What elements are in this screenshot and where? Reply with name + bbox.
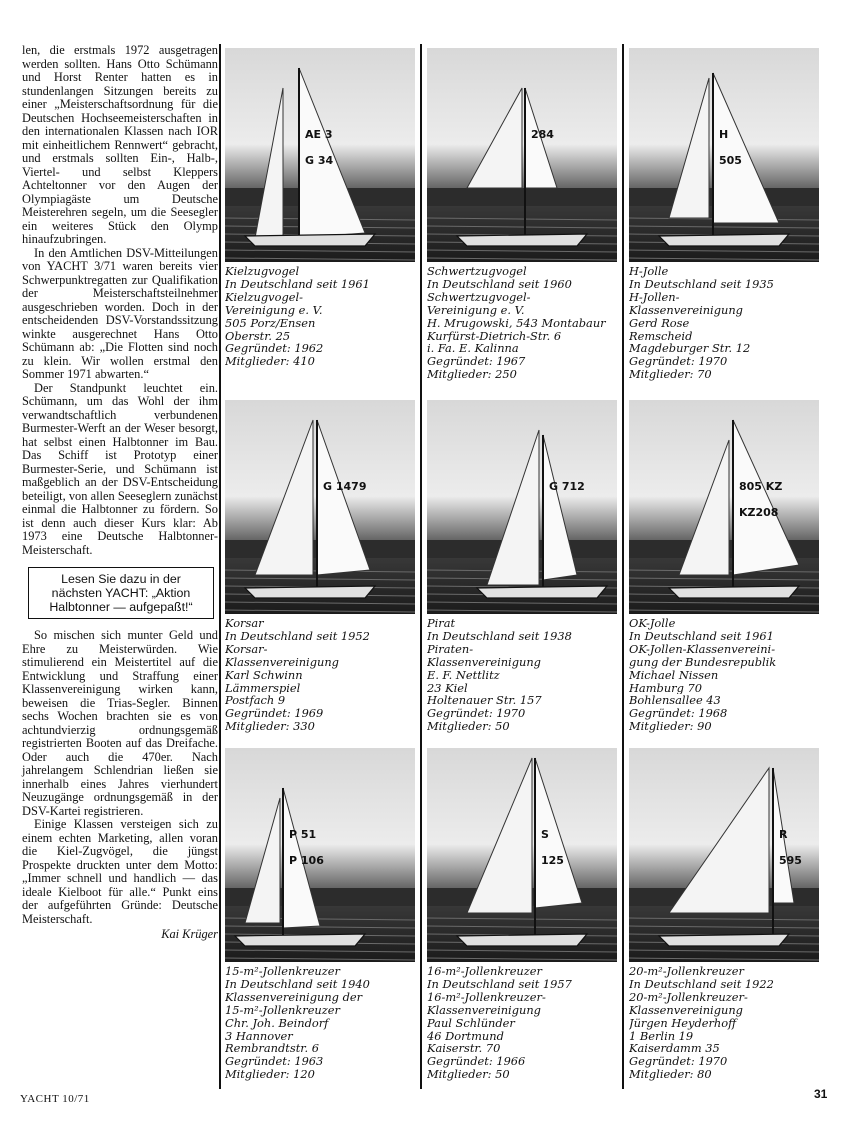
boat-class-name: OK-Jolle	[629, 617, 676, 630]
boat-photo	[427, 748, 617, 962]
main-sail	[713, 73, 779, 223]
boat-caption	[225, 965, 415, 1081]
caption-line: Klassenvereinigung	[427, 1003, 541, 1017]
hull	[659, 234, 789, 246]
sail-number: R	[779, 828, 788, 841]
column-divider	[420, 44, 422, 1089]
caption-line: Klassenvereinigung	[629, 1003, 743, 1017]
column-divider	[622, 44, 624, 1089]
sail-number: 125	[541, 854, 564, 867]
jib-sail	[669, 768, 769, 913]
caption-line: Vereinigung e. V.	[427, 303, 525, 317]
water-ripple	[629, 958, 819, 960]
sailboat-illustration	[427, 748, 617, 962]
caption-line: In Deutschland seit 1952	[225, 629, 370, 643]
caption-line: In Deutschland seit 1935	[629, 277, 774, 291]
caption-line: Kaiserdamm 35	[629, 1042, 720, 1056]
article-column	[22, 44, 218, 942]
water-ripple	[629, 250, 819, 252]
sail-number: 595	[779, 854, 802, 867]
sail-number: S	[541, 828, 549, 841]
sailboat-illustration	[427, 48, 617, 262]
sail-number: 805 KZ	[739, 480, 783, 493]
water-ripple	[629, 602, 819, 604]
caption-line: In Deutschland seit 1961	[629, 629, 774, 643]
caption-line: Mitglieder: 250	[427, 368, 517, 382]
caption-line: Mitglieder: 330	[225, 720, 315, 734]
hull	[235, 934, 365, 946]
caption-line: In Deutschland seit 1961	[225, 277, 370, 291]
water-ripple	[427, 226, 617, 228]
boat-caption	[225, 265, 415, 368]
caption-line: Vereinigung e. V.	[225, 303, 323, 317]
caption-line: Kaiserstr. 70	[427, 1042, 501, 1056]
boat-photo	[225, 48, 415, 262]
main-sail	[733, 420, 799, 575]
boat-card	[629, 748, 819, 1081]
boat-caption	[629, 617, 819, 733]
boat-card	[225, 748, 415, 1081]
boat-caption	[427, 965, 617, 1081]
water-ripple	[225, 610, 415, 612]
water-ripple	[629, 918, 819, 920]
jib-sail	[669, 78, 709, 218]
caption-line: Holtenauer Str. 157	[427, 694, 542, 708]
next-issue-line: Halbtonner — aufgepaßt!“	[49, 600, 193, 614]
caption-line: In Deutschland seit 1938	[427, 629, 572, 643]
hull	[457, 934, 587, 946]
caption-line: In Deutschland seit 1960	[427, 277, 572, 291]
article-paragraph: So mischen sich munter Geld und Ehre zu Meisterwürden. Wie stimulierend ein Meistertitel auf die Entwicklung und Straffung einer Klassenvereinigung wirken kann, beweisen die Trias-Segler. Binnen sechs Wochen brachten sie es von achtundvierzig ordnungsgemäß registrierten Booten auf das Dreifache. Oder auch die 470er. Nach jahrelangem Schlendrian ließen sie innerhalb eines Jahres vierhundert Neuzugänge ordnungsgemäß in der DSV-Kartei registrieren.	[22, 628, 218, 818]
sailboat-illustration	[225, 748, 415, 962]
water-ripple	[629, 926, 819, 928]
hull	[245, 586, 375, 598]
caption-line: Gegründet: 1970	[629, 1055, 728, 1069]
caption-line: Magdeburger Str. 12	[629, 342, 751, 356]
magazine-issue: YACHT 10/71	[20, 1093, 90, 1105]
boat-card	[629, 48, 819, 381]
water-ripple	[225, 602, 415, 604]
shoreline	[427, 188, 617, 206]
caption-line: In Deutschland seit 1957	[427, 977, 572, 991]
main-sail	[317, 420, 370, 575]
sail-number: G 34	[305, 154, 334, 167]
water-ripple	[629, 610, 819, 612]
water-ripple	[225, 578, 415, 580]
caption-line: Postfach 9	[225, 694, 286, 708]
caption-line: 46 Dortmund	[427, 1029, 504, 1043]
sail-number: KZ208	[739, 506, 779, 519]
water-ripple	[427, 958, 617, 960]
caption-line: Klassenvereinigung	[225, 655, 339, 669]
caption-line: Gegründet: 1968	[629, 707, 728, 721]
caption-line: 16-m²-Jollenkreuzer-	[427, 990, 546, 1004]
jib-sail	[245, 798, 280, 923]
boat-class-name: Korsar	[225, 617, 264, 630]
water-ripple	[427, 250, 617, 252]
caption-line: Klassenvereinigung der	[225, 990, 363, 1004]
boat-card	[427, 48, 617, 381]
water-ripple	[225, 250, 415, 252]
sail-number: P 106	[289, 854, 324, 867]
article-paragraph: In den Amtlichen DSV-Mitteilungen von YACHT 3/71 waren bereits vier Schwerpunktregatten zur Qualifikation der Meisterschaftsteilnehmer ausgeschrieben worden. Doch in der entscheidenden DSV-Vorstandssitzung winkte ausgerechnet Hans Otto Schümann ab: „Die Flotten sind noch zu klein. Wir wollen erstmal den Sommer 1971 abwarten.“	[22, 245, 218, 381]
boat-photo	[225, 748, 415, 962]
boat-caption	[225, 617, 415, 733]
sailboat-illustration	[629, 48, 819, 262]
caption-line: gung der Bundesrepublik	[629, 655, 777, 669]
caption-line: Gegründet: 1969	[225, 707, 324, 721]
boat-class-name: H-Jolle	[629, 265, 669, 278]
sailboat-illustration	[629, 400, 819, 614]
caption-line: Bohlensallee 43	[629, 694, 721, 708]
jib-sail	[487, 430, 539, 585]
caption-line: Remscheid	[629, 329, 693, 343]
sail-number: G 712	[549, 480, 585, 493]
caption-line: Gegründet: 1966	[427, 1055, 526, 1069]
hull	[659, 934, 789, 946]
boat-photo	[629, 748, 819, 962]
boat-card	[225, 400, 415, 733]
caption-line: Mitglieder: 50	[427, 1068, 510, 1082]
sail-number: AE 3	[305, 128, 333, 141]
next-issue-line: Lesen Sie dazu in der nächsten YACHT: „Aktion	[51, 572, 191, 600]
next-issue-box	[28, 567, 214, 619]
jib-sail	[255, 88, 283, 238]
boat-card	[629, 400, 819, 733]
caption-line: Klassenvereinigung	[629, 303, 743, 317]
caption-line: Gegründet: 1970	[629, 355, 728, 369]
caption-line: E. F. Nettlitz	[427, 668, 500, 682]
article-paragraph: Einige Klassen versteigen sich zu einem echten Marketing, allen voran die Kiel-Zugvögel, die jüngst Prospekte druckten unter dem Motto: „Immer schnell und handlich — das ideale Kielboot für alle.“ Punkt eins der aufgeführten Gründe: Deutsche Meisterschaft.	[22, 817, 218, 926]
caption-line: Gegründet: 1967	[427, 355, 526, 369]
sail-number: G 1479	[323, 480, 367, 493]
caption-line: In Deutschland seit 1940	[225, 977, 370, 991]
caption-line: Mitglieder: 70	[629, 368, 712, 382]
caption-line: 1 Berlin 19	[629, 1029, 694, 1043]
caption-line: Mitglieder: 50	[427, 720, 510, 734]
boat-photo	[629, 400, 819, 614]
caption-line: Mitglieder: 80	[629, 1068, 712, 1082]
caption-line: 15-m²-Jollenkreuzer	[225, 1003, 340, 1017]
caption-line: Mitglieder: 120	[225, 1068, 315, 1082]
caption-line: Gegründet: 1963	[225, 1055, 324, 1069]
hull	[669, 586, 799, 598]
boat-card	[225, 48, 415, 368]
sail-number: P 51	[289, 828, 317, 841]
caption-line: Schwertzugvogel-	[427, 290, 531, 304]
caption-line: 23 Kiel	[427, 681, 468, 695]
water-ripple	[629, 226, 819, 228]
water-ripple	[225, 958, 415, 960]
caption-line: Michael Nissen	[629, 668, 719, 682]
water-ripple	[427, 602, 617, 604]
boat-caption	[427, 265, 617, 381]
main-sail	[543, 435, 577, 580]
article-paragraph: len, die erstmals 1972 ausgetragen werden sollten. Hans Otto Schümann und Horst Renter hatten es in stundenlangen Sitzungen bereits zu einer „Meisterschaftsordnung für die Deutschen Hochseemeisterschaften in den internationalen Klassen nach IOR mit einheitlichem Rennwert“ gebracht, und erstmals sollten Ein-, Halb-, Viertel- und selbst Kleppers Achteltonner vor den Augen der Olympiagäste um Deutsche Meisterehren segeln, um die Seesegler ein weiteres Stück den Olymp hinaufzubringen.	[22, 43, 218, 246]
caption-line: Kielzugvogel-	[225, 290, 303, 304]
boat-card	[427, 748, 617, 1081]
sailboat-illustration	[629, 748, 819, 962]
caption-line: Korsar-	[225, 642, 268, 656]
caption-line: Paul Schlünder	[427, 1016, 515, 1030]
boat-caption	[427, 617, 617, 733]
boat-photo	[427, 48, 617, 262]
caption-line: Lämmerspiel	[225, 681, 301, 695]
caption-line: Chr. Joh. Beindorf	[225, 1016, 329, 1030]
main-sail	[299, 68, 365, 238]
boat-photo	[427, 400, 617, 614]
water-ripple	[427, 218, 617, 220]
caption-line: H-Jollen-	[629, 290, 680, 304]
author-name: Kai Krüger	[161, 927, 218, 941]
water-ripple	[629, 950, 819, 952]
caption-line: Jürgen Heyderhoff	[629, 1016, 737, 1030]
caption-line: Hamburg 70	[629, 681, 703, 695]
boat-class-name: 15-m²-Jollenkreuzer	[225, 965, 340, 978]
jib-sail	[467, 758, 532, 913]
water-ripple	[629, 578, 819, 580]
boat-caption	[629, 965, 819, 1081]
sailboat-illustration	[225, 400, 415, 614]
water-ripple	[427, 258, 617, 260]
article-paragraph: Der Standpunkt leuchtet ein. Schümann, um das Wohl der ihm verwandtschaftlich verbundenen Burmester-Werft an der Weser besorgt, hat selbst einen Halbtonner im Bau. Das Schiff ist Prototyp einer Burmester-Serie, und Schümann ist maßgeblich an der DSV-Entscheidung beteiligt, von allen Seeseglern zunächst einmal die Halbtonner zu fördern. So ist denn auch dieser Kurs klar: Ab 1973 eine Deutsche Halbtonner-Meisterschaft.	[22, 380, 218, 557]
sailboat-illustration	[427, 400, 617, 614]
caption-line: Mitglieder: 90	[629, 720, 712, 734]
caption-line: OK-Jollen-Klassenvereini-	[629, 642, 776, 656]
water-ripple	[225, 258, 415, 260]
boat-photo	[225, 400, 415, 614]
boat-class-name: Pirat	[427, 617, 456, 630]
page-number: 31	[814, 1087, 828, 1101]
water-ripple	[225, 950, 415, 952]
hull	[477, 586, 607, 598]
caption-line: 20-m²-Jollenkreuzer-	[629, 990, 748, 1004]
jib-sail	[255, 420, 313, 575]
sail-number: H	[719, 128, 729, 141]
boat-caption	[629, 265, 819, 381]
water-ripple	[427, 950, 617, 952]
caption-line: 505 Porz/Ensen	[225, 316, 316, 330]
jib-sail	[679, 440, 729, 575]
caption-line: Kurfürst-Dietrich-Str. 6	[427, 329, 562, 343]
boat-photo	[629, 48, 819, 262]
caption-line: H. Mrugowski, 543 Montabaur	[427, 316, 606, 330]
water-ripple	[427, 926, 617, 928]
boat-class-name: Kielzugvogel	[225, 265, 300, 278]
boat-class-name: 20-m²-Jollenkreuzer	[629, 965, 744, 978]
water-ripple	[427, 918, 617, 920]
sail-number: 505	[719, 154, 742, 167]
caption-line: Gegründet: 1962	[225, 342, 324, 356]
caption-line: Mitglieder: 410	[225, 355, 315, 369]
hull	[457, 234, 587, 246]
caption-line: Piraten-	[427, 642, 474, 656]
caption-line: 3 Hannover	[225, 1029, 293, 1043]
boat-class-name: Schwertzugvogel	[427, 265, 527, 278]
caption-line: Gerd Rose	[629, 316, 690, 330]
boat-class-name: 16-m²-Jollenkreuzer	[427, 965, 542, 978]
caption-line: i. Fa. E. Kalinna	[427, 342, 519, 356]
caption-line: Klassenvereinigung	[427, 655, 541, 669]
sail-number: 284	[531, 128, 554, 141]
water-ripple	[629, 258, 819, 260]
caption-line: Karl Schwinn	[225, 668, 303, 682]
hull	[245, 234, 375, 246]
sailboat-illustration	[225, 48, 415, 262]
column-divider	[219, 44, 221, 1089]
caption-line: Oberstr. 25	[225, 329, 291, 343]
boat-card	[427, 400, 617, 733]
caption-line: Rembrandtstr. 6	[225, 1042, 319, 1056]
water-ripple	[427, 610, 617, 612]
caption-line: In Deutschland seit 1922	[629, 977, 774, 991]
jib-sail	[467, 88, 522, 188]
caption-line: Gegründet: 1970	[427, 707, 526, 721]
